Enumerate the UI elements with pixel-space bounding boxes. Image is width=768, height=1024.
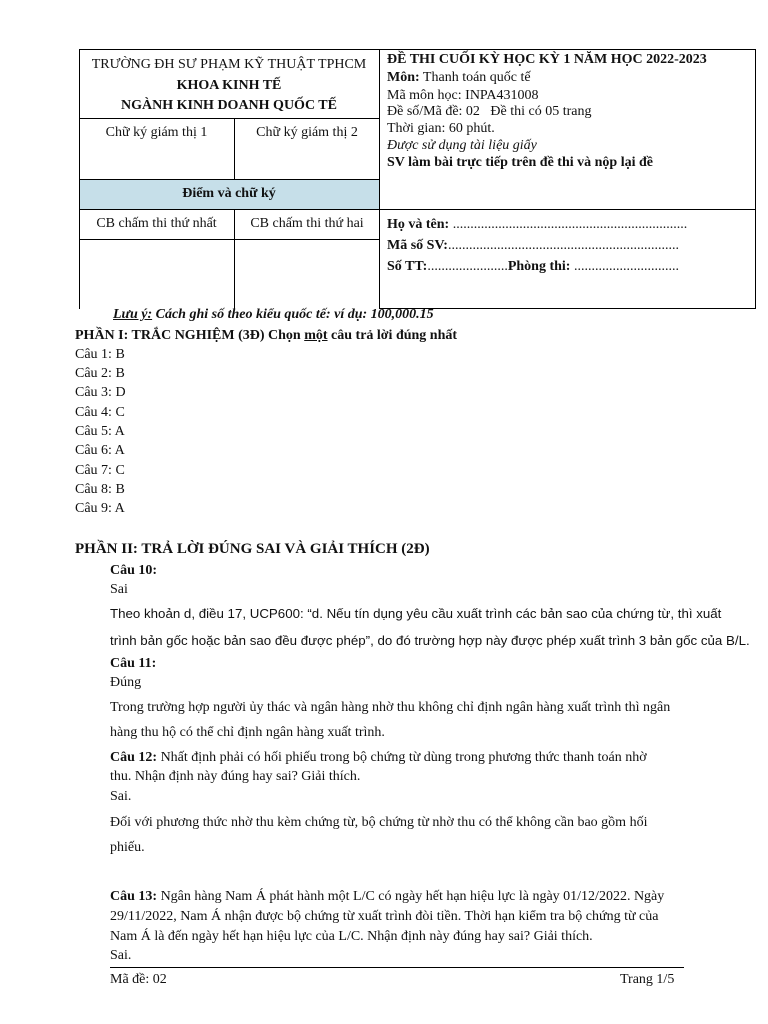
subject-label: Môn: bbox=[387, 70, 420, 85]
answer-4: Câu 4: C bbox=[75, 405, 125, 420]
score-title: Điểm và chữ ký bbox=[182, 186, 276, 201]
exam-header bbox=[79, 49, 756, 309]
grader2-label: CB chấm thi thứ hai bbox=[250, 216, 364, 231]
q11-explanation-1: Trong trường hợp người ủy thác và ngân hàng nhờ thu không chỉ định ngân hàng xuất trình thì ngân bbox=[110, 700, 671, 715]
answer-6: Câu 6: A bbox=[75, 443, 125, 458]
q12-question-1 bbox=[110, 748, 647, 767]
instruction: SV làm bài trực tiếp trên đề thi và nộp lại đề bbox=[387, 155, 653, 170]
faculty-name: KHOA KINH TẾ bbox=[176, 78, 282, 93]
student-id-dots: .................................................................. bbox=[447, 238, 679, 253]
answer-9: Câu 9: A bbox=[75, 501, 125, 516]
q12-explanation-1: Đối với phương thức nhờ thu kèm chứng từ, bộ chứng từ nhờ thu có thể không cần bao gồm hối bbox=[110, 815, 648, 830]
answer-1: Câu 1: B bbox=[75, 347, 125, 362]
q10-answer: Sai bbox=[110, 582, 128, 597]
proctor2-label: Chữ ký giám thị 2 bbox=[256, 125, 358, 140]
exam-title: ĐỀ THI CUỐI KỲ HỌC KỲ 1 NĂM HỌC 2022-2023 bbox=[387, 52, 707, 67]
q12-answer: Sai. bbox=[110, 789, 132, 804]
student-id-label: Mã số SV: bbox=[387, 238, 448, 253]
q12-text-1: Nhất định phải có hối phiếu trong bộ chứng từ dùng trong phương thức thanh toán nhờ bbox=[157, 750, 647, 765]
q12-question-2: thu. Nhận định này đúng hay sai? Giải thích. bbox=[110, 769, 361, 784]
subject-value: Thanh toán quốc tế bbox=[422, 70, 531, 85]
proctor1-label: Chữ ký giám thị 1 bbox=[105, 125, 208, 140]
footer-rule bbox=[110, 967, 684, 968]
q11-label: Câu 11: bbox=[110, 656, 157, 671]
footer-exam-code: Mã đề: 02 bbox=[110, 972, 167, 987]
school-name: TRƯỜNG ĐH SƯ PHẠM KỸ THUẬT TPHCM bbox=[91, 57, 367, 72]
q12-label: Câu 12: bbox=[110, 750, 158, 765]
room-dots: .............................. bbox=[573, 259, 679, 274]
q13-text-1: Ngân hàng Nam Á phát hành một L/C có ngày hết hạn hiệu lực là ngày 01/12/2022. Ngày bbox=[157, 889, 665, 904]
course-code: Mã môn học: INPA431008 bbox=[387, 88, 539, 103]
q12-explanation-2: phiếu. bbox=[110, 840, 145, 855]
q13-question-2: 29/11/2022, Nam Á nhận được bộ chứng từ xuất trình đòi tiền. Thời hạn kiểm tra bộ chứng từ của bbox=[110, 909, 659, 924]
part1-title bbox=[75, 328, 457, 344]
materials-note: Được sử dụng tài liệu giấy bbox=[387, 138, 537, 153]
exam-time: Thời gian: 60 phút. bbox=[387, 121, 495, 136]
q11-answer: Đúng bbox=[110, 675, 142, 690]
grader1-label: CB chấm thi thứ nhất bbox=[96, 216, 217, 231]
answer-3: Câu 3: D bbox=[75, 385, 126, 400]
name-field[interactable] bbox=[387, 217, 687, 233]
exam-number: Đề số/Mã đề: 02 Đề thi có 05 trang bbox=[387, 104, 592, 119]
part1-title-b: câu trả lời đúng nhất bbox=[327, 328, 458, 343]
q10-explanation-2: trình bản gốc hoặc bản sao đều được phép”, do đó trường hợp này được phép xuất trình 3 bản gốc của B/L. bbox=[110, 633, 750, 648]
part1-title-underlined: một bbox=[304, 328, 328, 343]
q13-question-3: Nam Á là đến ngày hết hạn hiệu lực của L/C. Nhận định này đúng hay sai? Giải thích. bbox=[110, 929, 593, 944]
note-label: Lưu ý: bbox=[113, 307, 153, 322]
q10-label: Câu 10: bbox=[110, 563, 158, 578]
seq-dots: ....................... bbox=[427, 259, 508, 274]
part2-title: PHẦN II: TRẢ LỜI ĐÚNG SAI VÀ GIẢI THÍCH (2Đ) bbox=[75, 541, 430, 557]
seq-room-field[interactable] bbox=[387, 259, 679, 275]
room-label: Phòng thi: bbox=[507, 259, 571, 274]
q13-label: Câu 13: bbox=[110, 889, 158, 904]
name-label: Họ và tên: bbox=[387, 217, 450, 232]
note bbox=[113, 307, 434, 323]
subject-line bbox=[387, 70, 531, 86]
answer-5: Câu 5: A bbox=[75, 424, 125, 439]
q13-question-1 bbox=[110, 887, 664, 906]
answer-2: Câu 2: B bbox=[75, 366, 125, 381]
part1-title-a: PHẦN I: TRẮC NGHIỆM (3Đ) Chọn bbox=[75, 328, 305, 343]
answer-7: Câu 7: C bbox=[75, 463, 125, 478]
q13-answer: Sai. bbox=[110, 948, 132, 963]
note-text: Cách ghi số theo kiểu quốc tế: ví dụ: 100,000.15 bbox=[152, 307, 434, 322]
answer-8: Câu 8: B bbox=[75, 482, 125, 497]
name-dots: ................................................................... bbox=[452, 217, 688, 232]
footer-page-number: Trang 1/5 bbox=[620, 972, 675, 987]
major-name: NGÀNH KINH DOANH QUỐC TẾ bbox=[121, 98, 337, 113]
q11-explanation-2: hàng thu hộ có thể chỉ định ngân hàng xuất trình. bbox=[110, 725, 385, 740]
seq-label: Số TT: bbox=[387, 259, 428, 274]
q10-explanation-1: Theo khoản d, điều 17, UCP600: “d. Nếu tín dụng yêu cầu xuất trình các bản sao của chứng từ, thì xuất bbox=[110, 606, 722, 621]
student-id-field[interactable] bbox=[387, 238, 679, 254]
